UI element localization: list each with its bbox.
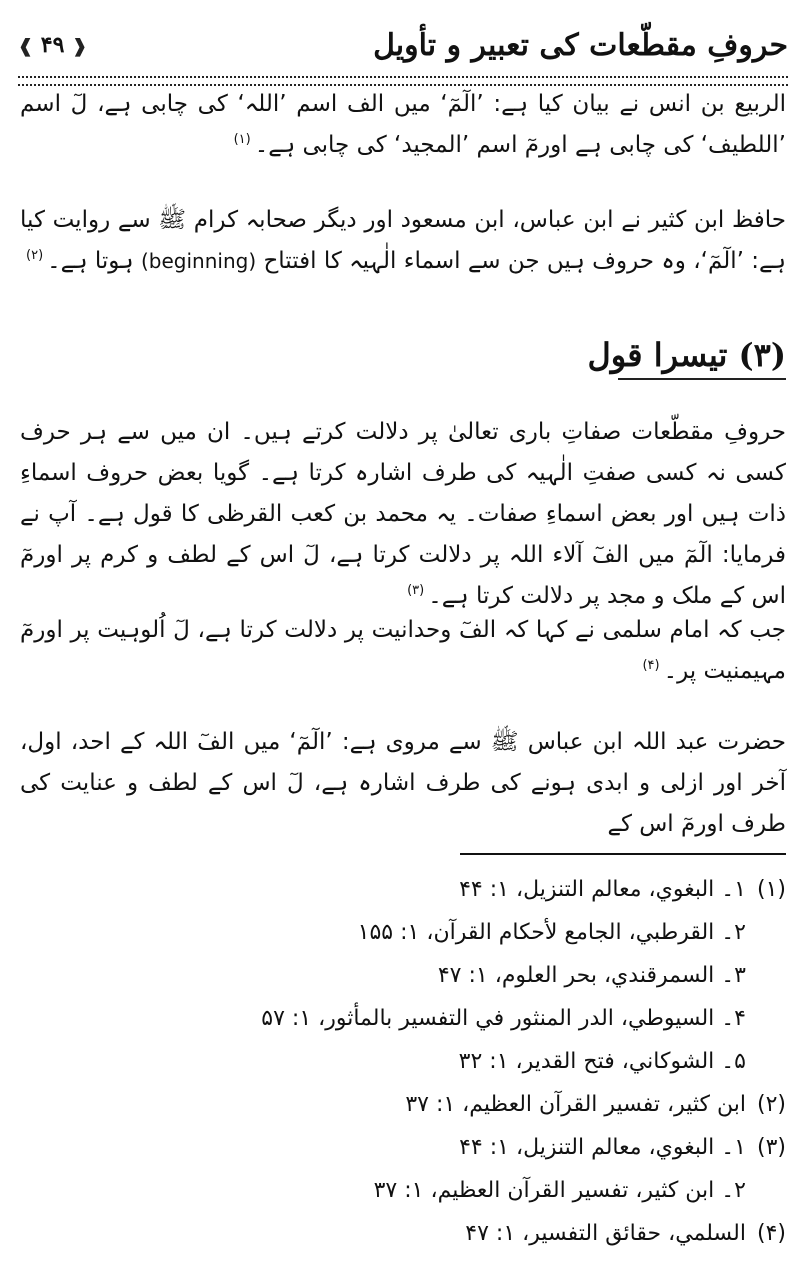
footnote-item: [226, 954, 786, 997]
running-title: حروفِ مقطّعات کی تعبیر و تأویل: [373, 28, 788, 63]
section-heading: (۳) تیسرا قول: [618, 336, 786, 380]
footnote-item: [226, 1040, 786, 1083]
footnote-ref-4: (۴): [642, 658, 660, 674]
footnote-text: السلمي، حقائق التفسير، ۱: ۴۷: [465, 1221, 746, 1246]
ornament-left-icon: ❰: [18, 36, 34, 57]
footnote-separator: [460, 853, 786, 855]
paragraph-1-text: الربیع بن انس نے بیان کیا ہے: ’الٓمٓ‘ میں الف اسم ’اللہ‘ کی چابی ہے، لٓ اسم ’اللطیف‘ کی چابی ہے اورمٓ اسم ’المجید‘ کی چابی ہے۔: [20, 91, 786, 158]
paragraph-5: [20, 722, 786, 845]
footnote-number: (۴): [756, 1221, 786, 1246]
ornament-right-icon: ❱: [72, 36, 88, 57]
paragraph-3: [20, 412, 786, 617]
footnote-item: [226, 1212, 786, 1255]
footnote-text: ۴۔ السيوطي، الدر المنثور في التفسير بالمأثور، ۱: ۵۷: [261, 1006, 746, 1031]
page-number: ۴۹: [40, 32, 65, 58]
footnote-text: ۲۔ ابن كثير، تفسير القرآن العظيم، ۱: ۳۷: [373, 1178, 746, 1203]
footnote-item: [226, 1083, 786, 1126]
paragraph-2-latin: (beginning): [140, 249, 257, 273]
footnote-ref-1: (۱): [233, 132, 251, 148]
paragraph-3-text: حروفِ مقطّعات صفاتِ باری تعالیٰ پر دلالت کرتے ہیں۔ ان میں سے ہر حرف کسی نہ کسی صفتِ الٰہیہ کی طرف اشارہ کرتا ہے۔ گویا بعض حروف اسماءِ ذات ہیں اور بعض اسماءِ صفات۔ یہ محمد بن کعب القرظی کا قول ہے۔ آپ نے فرمایا: الٓمٓ میں الفٓ آلاء اللہ پر دلالت کرتا ہے، لٓ اس کے لطف و کرم پر اورمٓ اس کے ملک و مجد پر دلالت کرتا ہے۔: [20, 419, 786, 609]
page-number-box: [18, 32, 87, 58]
footnote-item: [226, 1126, 786, 1169]
footnote-text: ۱۔ البغوي، معالم التنزيل، ۱: ۴۴: [459, 877, 746, 902]
footnote-number: (۲): [756, 1092, 786, 1117]
footnote-item: [226, 911, 786, 954]
footnote-number: (۳): [756, 1135, 786, 1160]
footnote-text: ۲۔ القرطبي، الجامع لأحكام القرآن، ۱: ۱۵۵: [357, 920, 746, 945]
paragraph-4-text: جب کہ امام سلمی نے کہا کہ الفٓ وحدانیت پر دلالت کرتا ہے، لٓ اُلوہیت پر اورمٓ مہیمنیت پر۔: [20, 617, 786, 684]
footnote-text: ۳۔ السمرقندي، بحر العلوم، ۱: ۴۷: [437, 963, 746, 988]
paragraph-2: [20, 200, 786, 282]
footnote-item: [226, 997, 786, 1040]
paragraph-1: [20, 84, 786, 166]
paragraph-4: [20, 610, 786, 692]
footnote-ref-3: (۳): [407, 583, 425, 599]
footnote-text: ۵۔ الشوكاني، فتح القدير، ۱: ۳۲: [458, 1049, 746, 1074]
footnote-text: ابن كثير، تفسير القرآن العظيم، ۱: ۳۷: [405, 1092, 746, 1117]
footnote-ref-2: (۲): [26, 248, 44, 264]
footnote-item: [226, 868, 786, 911]
footnote-item: [226, 1169, 786, 1212]
page-header: [18, 22, 788, 74]
footnotes-list: [226, 868, 786, 1255]
paragraph-2-text: حافظ ابن کثیر نے ابن عباس، ابن مسعود اور دیگر صحابہ کرام ﷺ سے روایت کیا ہے: ’الٓمٓ‘، وہ حروف ہیں جن سے اسماء الٰہیہ کا افتتاح: [20, 207, 786, 274]
footnote-text: ۱۔ البغوي، معالم التنزيل، ۱: ۴۴: [459, 1135, 746, 1160]
paragraph-2-text-after: ہوتا ہے۔: [47, 248, 134, 274]
paragraph-5-text: حضرت عبد اللہ ابن عباس ﷺ سے مروی ہے: ’الٓمٓ‘ میں الفٓ اللہ کے احد، اول، آخر اور ازلی و ابدی ہونے کی طرف اشارہ ہے، لٓ اس کے لطف و عنایت کی طرف اورمٓ اس کے: [20, 729, 786, 837]
footnote-number: (۱): [756, 877, 786, 902]
